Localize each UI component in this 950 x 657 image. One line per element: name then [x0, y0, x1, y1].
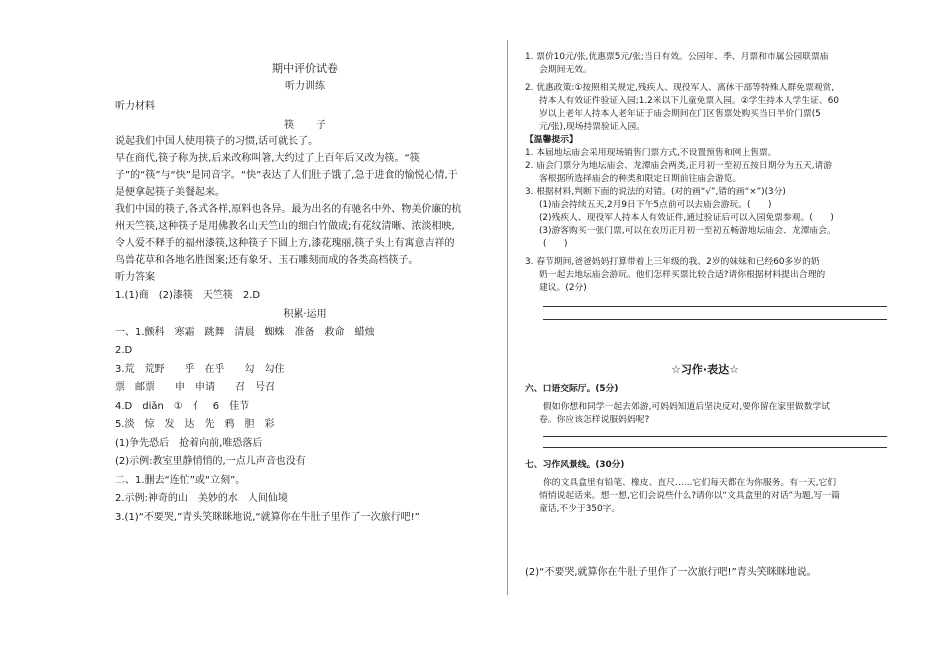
question-4-line: 奶一起去地坛庙会游玩。他们怎样买票比较合适?请你根据材料提出合理的 [539, 269, 826, 280]
bottom-answer-note: (2)“不要哭,就算你在牛肚子里作了一次旅行吧!”青头笑眯眯地说。 [525, 567, 817, 578]
answer-line: 2.示例:神奇的山 美妙的水 人间仙境 [115, 493, 288, 505]
ticket-info-line: 会期间无效。 [539, 64, 592, 75]
story-line: 早在商代,筷子称为挟,后来改称叫箸,大约过了上百年后又改为筷。“筷 [115, 152, 420, 164]
tip-line: 客根据所选择庙会的种类和限定日期前往庙会游览。 [539, 173, 742, 184]
page-subtitle: 听力训练 [285, 81, 325, 93]
question-3-item: (1)庙会持续五天,2月9日下午5点前可以去庙会游玩。( ) [539, 199, 772, 210]
story-line: 子”的“筷”与“快”是同音字。“快”表达了人们肚子饿了,急于进食的愉悦心情,于 [115, 169, 458, 181]
answer-blank-line[interactable] [543, 436, 887, 437]
ticket-info-line: 1. 票价10元/张,优惠票5元/张;当日有效。公园年、季、月票和市属公园联票庙 [525, 52, 829, 62]
answer-line: 二、1.删去“连忙”或“立刻”。 [115, 474, 246, 486]
story-line: 鸟兽花草和各地名胜图案;还有象牙、玉石雕刻而成的各类高档筷子。 [115, 254, 419, 266]
answer-line: (1)争先恐后 抢着向前,唯恐落后 [115, 437, 263, 449]
composition-banner: ☆习作·表达☆ [671, 363, 739, 376]
section-7-text: 悄悄说起话来。想一想,它们会说些什么?请你以“文具盒里的对话”为题,写一篇 [539, 490, 840, 501]
answer-line: 3.荒 荒野 乎 在乎 勾 勾住 [115, 363, 285, 375]
question-3-item: ( ) [543, 238, 568, 249]
question-3: 3. 根据材料,判断下面的说法的对错。(对的画“√”,错的画“×”)(3分) [525, 186, 786, 197]
answer-line: 3.(1)“不要哭,”青头笑眯眯地说,“就算你在牛肚子里作了一次旅行吧!” [115, 511, 420, 523]
section-6-text: 假如你想和同学一起去郊游,可妈妈知道后坚决反对,要你留在家里做数学试 [543, 401, 831, 412]
story-line: 州天竺筷,这种筷子是用佛教名山天竺山的细白竹做成;有花纹清晰、浓淡相映, [115, 220, 455, 232]
answer-label: 听力答案 [115, 271, 155, 283]
question-3-item: (3)游客购买一张门票,可以在农历正月初一至初五畅游地坛庙会、龙潭庙会。 [539, 225, 836, 236]
answer-line: (2)示例:教室里静悄悄的,一点儿声音也没有 [115, 456, 306, 468]
section-6-text: 卷。你应该怎样说服妈妈呢? [539, 414, 650, 425]
tips-heading: 【温馨提示】 [525, 134, 578, 145]
right-column [525, 52, 885, 320]
ticket-info-line: 元/张),现场持票验证入园。 [539, 121, 645, 132]
section-title: 积累·运用 [283, 308, 327, 320]
story-line: 令人爱不释手的福州漆筷,这种筷子下圆上方,漆花瑰丽,筷子头上有寓意吉祥的 [115, 237, 455, 249]
page-title: 期中评价试卷 [272, 62, 338, 75]
answer-line: 4.D diǎn ① 亻 6 佳节 [115, 400, 250, 412]
story-line: 我们中国的筷子,各式各样,原料也各异。最为出名的有驰名中外、物美价廉的杭 [115, 203, 462, 215]
section-7-heading: 七、习作风景线。(30分) [525, 459, 625, 470]
ticket-info-line: 岁以上老年人持本人老年证于庙会期间在门区售票处购买当日半价门票(5 [539, 108, 821, 119]
section-6-heading: 六、口语交际厅。(5分) [525, 384, 619, 394]
page-divider [507, 40, 508, 595]
story-title: 筷子 [284, 119, 348, 131]
story-line: 说起我们中国人使用筷子的习惯,话可就长了。 [115, 135, 319, 147]
composition-section [525, 384, 885, 517]
ticket-info-line: 持本人有效证件验证入园;1.2米以下儿童免票入园。②学生持本人学生证、60 [539, 95, 839, 106]
tip-line: 2. 庙会门票分为地坛庙会、龙潭庙会两类,正月初一至初五按日期分为五天,请游 [525, 160, 833, 171]
answer-line: 票 邮票 申 申请 召 号召 [115, 382, 275, 394]
listening-answer: 1.(1)商 (2)漆筷 天竺筷 2.D [115, 290, 261, 302]
story-line: 是便拿起筷子美餐起来。 [115, 186, 225, 198]
answer-blank-line[interactable] [543, 306, 887, 307]
ticket-info-line: 2. 优惠政策:①按照相关规定,残疾人、现役军人、离休干部等特殊人群免票观赏, [525, 82, 835, 93]
tip-line: 1. 本届地坛庙会采用现场销售门票方式,不设置预售和网上售票。 [525, 147, 777, 158]
section-7-text: 童话,不少于350字。 [539, 503, 621, 514]
answer-line: 5.淡 惊 发 达 先 鸦 胆 彩 [115, 419, 275, 431]
section-7-text: 你的文具盒里有铅笔、橡皮、直尺……它们每天都在为你服务。有一天,它们 [543, 477, 837, 488]
answer-line: 一、1.颤科 寒霜 跳舞 清晨 蜘蛛 准备 救命 蜡烛 [115, 326, 375, 338]
left-column [115, 62, 495, 530]
question-3-item: (2)残疾人、现役军人持本人有效证件,通过验证后可以入园免票参观。( ) [539, 212, 834, 223]
answer-blank-line[interactable] [543, 319, 887, 320]
answer-line: 2.D [115, 345, 133, 357]
material-label: 听力材料 [115, 101, 155, 113]
question-4-line: 建议。(2分) [539, 282, 587, 293]
question-4-line: 3. 春节期间,爸爸妈妈打算带着上三年级的我、2岁的妹妹和已经60多岁的奶 [525, 256, 820, 267]
